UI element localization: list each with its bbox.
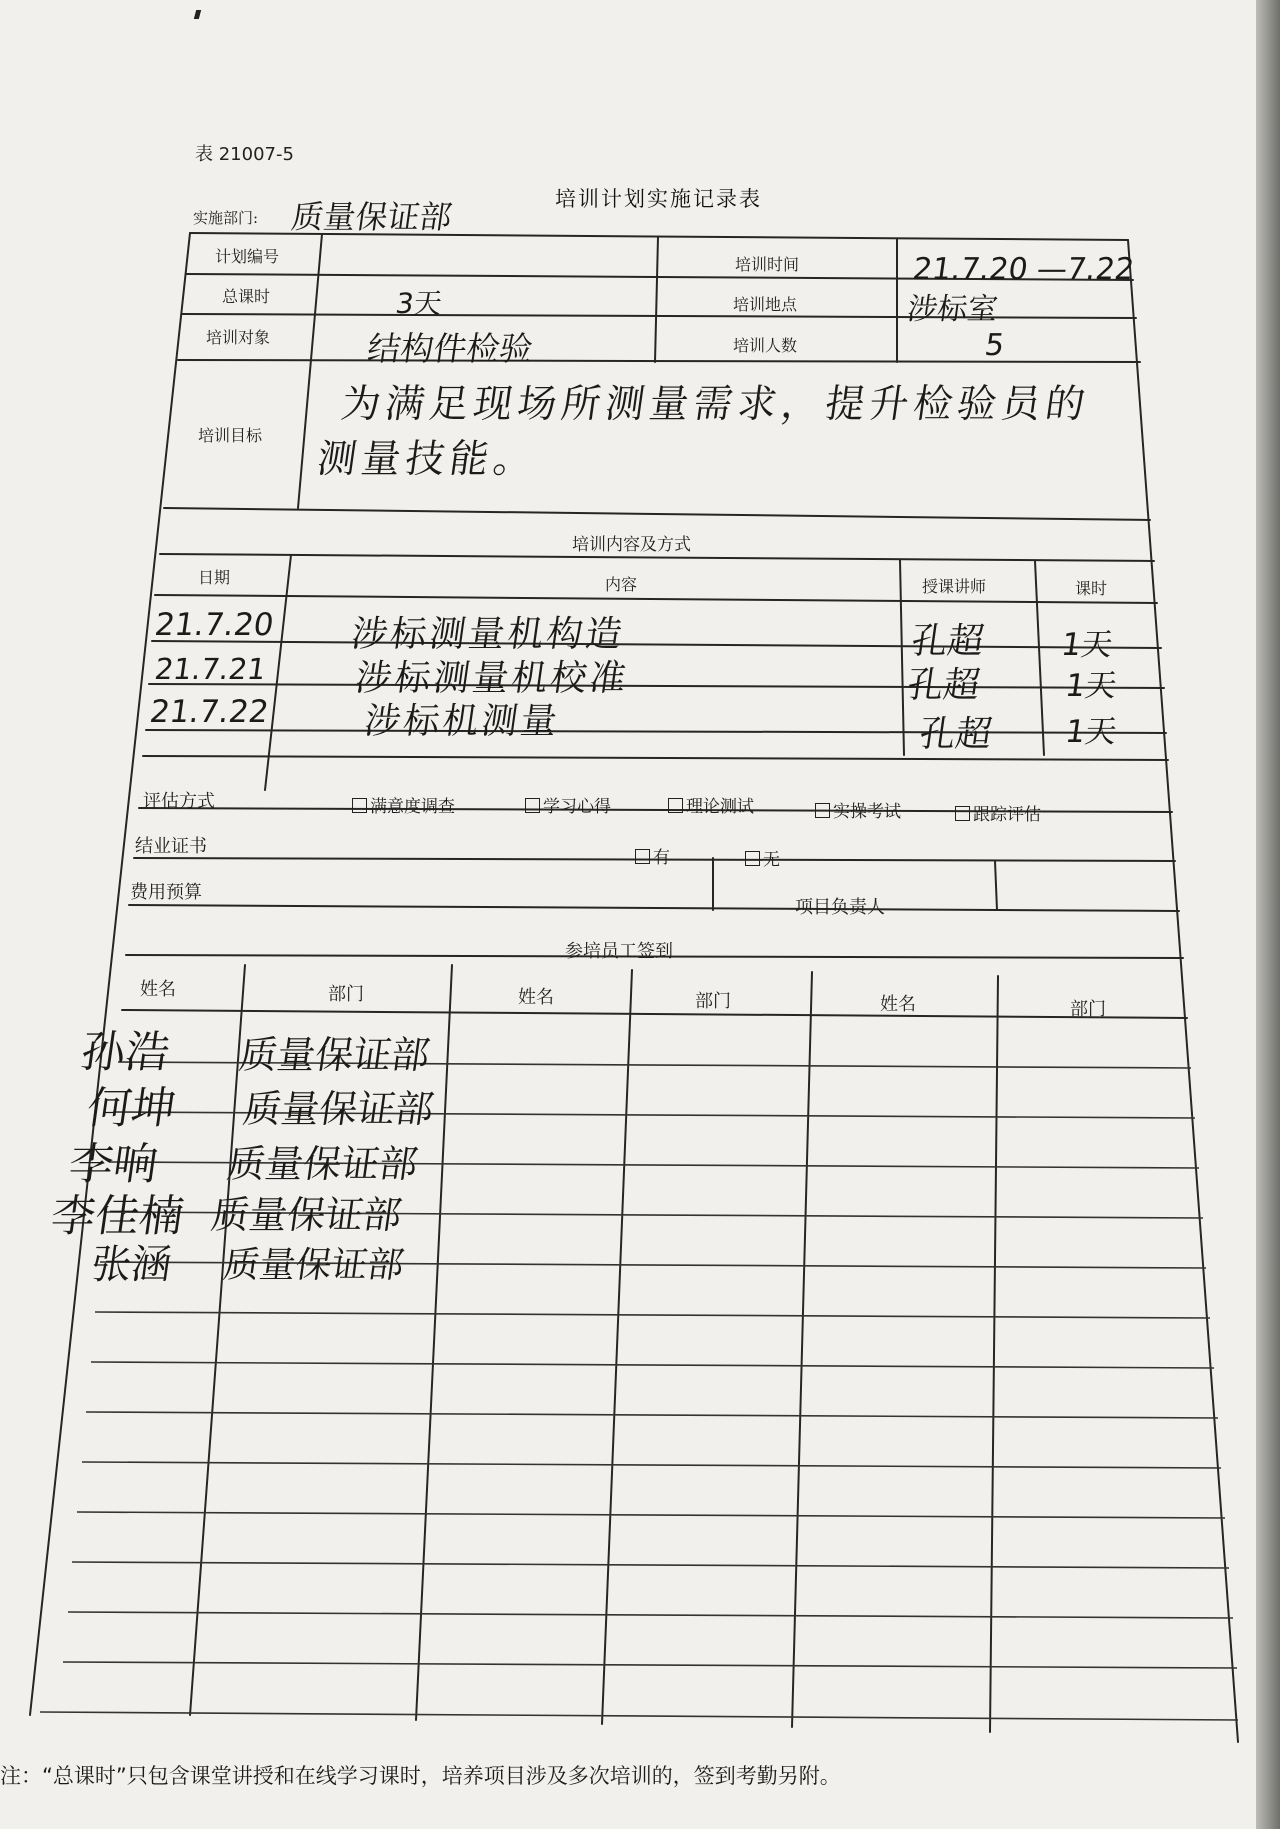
hours-value: 3天 [393,287,444,320]
certificate-label: 结业证书 [135,836,207,857]
content-row-date: 21.7.20 [152,607,276,643]
signin-dept: 质量保证部 [240,1087,437,1131]
certificate-no[interactable]: 无 [745,845,780,870]
time-value: 21.7.20 —7.22 [910,252,1137,287]
content-row-lecturer: 孔超 [916,714,995,755]
lecturer-header: 授课讲师 [922,577,987,596]
signin-dept: 质量保证部 [224,1142,421,1186]
goal-line-2: 测量技能。 [314,437,541,482]
content-row-date: 21.7.22 [147,694,271,730]
checkbox-icon [635,849,650,864]
signin-name: 张涵 [88,1242,175,1288]
location-label: 培训地点 [733,295,798,314]
dept-header: 部门 [695,991,731,1012]
content-row-content: 涉标测量机构造 [348,614,628,655]
evaluation-option[interactable]: 理论测试 [668,792,754,817]
name-header: 姓名 [518,987,554,1008]
signin-dept: 质量保证部 [236,1033,433,1077]
signin-name: 何坤 [83,1083,179,1134]
budget-label: 费用预算 [130,882,202,903]
name-header: 姓名 [140,979,176,1000]
form-code: 表 21007-5 [195,144,294,165]
dept-value: 质量保证部 [289,198,455,236]
checkbox-icon [668,798,683,813]
evaluation-option[interactable]: 跟踪评估 [955,800,1041,825]
checkbox-icon [955,806,970,821]
goal-label: 培训目标 [198,426,263,445]
content-row-content: 涉标测量机校准 [352,658,632,699]
plan-no-label: 计划编号 [215,247,280,266]
evaluation-option[interactable]: 满意度调查 [352,792,455,817]
checkbox-icon [525,798,540,813]
count-value: 5 [982,328,1007,363]
certificate-yes[interactable]: 有 [635,843,670,868]
count-label: 培训人数 [733,336,798,355]
target-value: 结构件检验 [364,329,536,368]
dept-label: 实施部门: [193,209,259,227]
footer-note: 注：“总课时”只包含课堂讲授和在线学习课时，培养项目涉及多次培训的，签到考勤另附。 [0,1764,841,1788]
checkbox-icon [815,803,830,818]
goal-line-1: 为满足现场所测量需求，提升检验员的 [338,382,1093,427]
content-row-lecturer: 孔超 [904,665,983,706]
page-edge [1256,0,1280,1829]
evaluation-option[interactable]: 学习心得 [525,792,611,817]
evaluation-option[interactable]: 实操考试 [815,797,901,822]
content-section-title: 培训内容及方式 [572,535,691,555]
evaluation-label: 评估方式 [143,791,215,812]
content-row-content: 涉标机测量 [361,701,563,742]
signin-name: 李佳楠 [47,1191,187,1242]
signin-dept: 质量保证部 [208,1193,405,1237]
signin-row-lines [40,1062,1238,1720]
content-row-hours: 1天 [1058,627,1115,663]
signin-dept: 质量保证部 [220,1245,407,1286]
name-header: 姓名 [880,994,916,1015]
content-row-date: 21.7.21 [152,652,269,686]
dept-header: 部门 [328,984,364,1005]
dept-header: 部门 [1070,999,1106,1020]
content-row-hours: 1天 [1062,668,1119,704]
signin-name: 李响 [65,1139,161,1190]
content-row-hours: 1天 [1062,714,1119,750]
date-header: 日期 [198,568,231,587]
project-owner-label: 项目负责人 [795,897,885,918]
checkbox-icon [352,798,367,813]
time-label: 培训时间 [735,255,800,274]
location-value: 涉标室 [905,292,1000,327]
target-label: 培训对象 [206,328,271,347]
form-title: 培训计划实施记录表 [555,187,762,211]
signin-title: 参培员工签到 [565,941,673,962]
hours-header: 课时 [1075,579,1108,598]
signin-name: 孙浩 [77,1027,173,1078]
content-header: 内容 [605,575,638,594]
content-row-lecturer: 孔超 [908,621,987,662]
checkbox-icon [745,851,760,866]
hours-label: 总课时 [222,287,271,306]
